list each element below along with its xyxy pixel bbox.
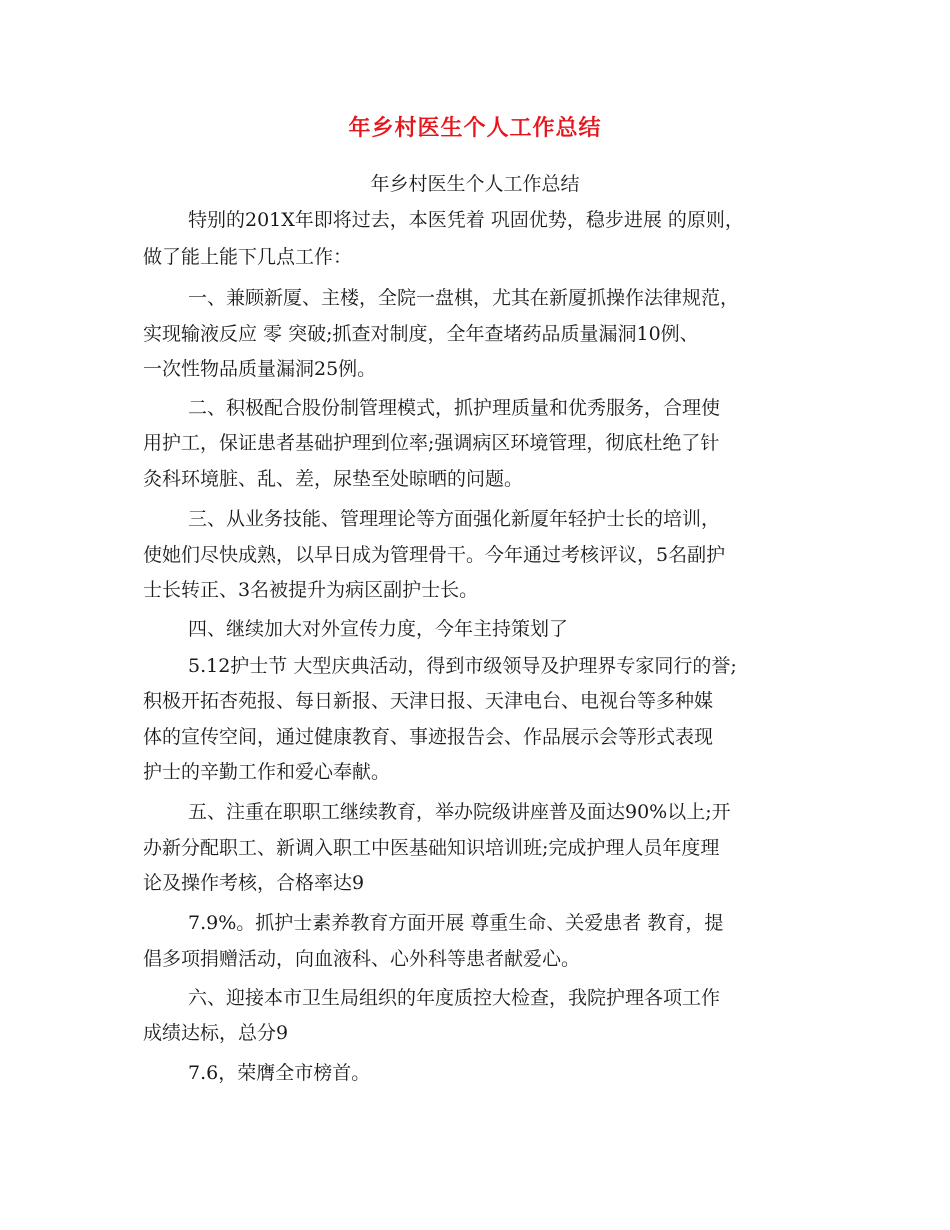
body-line: 一次性物品质量漏洞25例。 [143, 358, 377, 380]
body-line: 论及操作考核，合格率达9 [143, 872, 365, 894]
body-line: 三、从业务技能、管理理论等方面强化新厦年轻护士长的培训， [188, 508, 721, 530]
body-line: 积极开拓杏苑报、每日新报、天津日报、天津电台、电视台等多种媒 [143, 690, 714, 712]
body-line: 7.6，荣膺全市榜首。 [188, 1062, 371, 1084]
body-line: 四、继续加大对外宣传力度，今年主持策划了 [188, 618, 569, 640]
body-line: 办新分配职工、新调入职工中医基础知识培训班;完成护理人员年度理 [143, 837, 720, 859]
body-line: 灸科环境脏、乱、差，尿垫至处晾晒的问题。 [143, 468, 524, 490]
body-line: 体的宣传空间，通过健康教育、事迹报告会、作品展示会等形式表现 [143, 726, 714, 748]
body-line: 用护工，保证患者基础护理到位率;强调病区环境管理，彻底杜绝了针 [143, 432, 720, 454]
body-line: 5.12护士节 大型庆典活动，得到市级领导及护理界专家同行的誉; [188, 655, 737, 677]
body-line: 特别的201X年即将过去，本医凭着 巩固优势，稳步进展 的原则， [188, 209, 744, 231]
body-line: 护士的辛勤工作和爱心奉献。 [143, 761, 391, 783]
body-line: 二、积极配合股份制管理模式，抓护理质量和优秀服务，合理使 [188, 397, 721, 419]
body-line: 成绩达标，总分9 [143, 1022, 289, 1044]
document-title: 年乡村医生个人工作总结 [348, 115, 602, 141]
body-line: 使她们尽快成熟，以早日成为管理骨干。今年通过考核评议，5名副护 [143, 544, 726, 566]
body-line: 五、注重在职职工继续教育，举办院级讲座普及面达90%以上;开 [188, 801, 731, 823]
body-line: 倡多项捐赠活动，向血液科、心外科等患者献爱心。 [143, 948, 581, 970]
body-line: 六、迎接本市卫生局组织的年度质控大检查，我院护理各项工作 [188, 987, 721, 1009]
document-subtitle: 年乡村医生个人工作总结 [370, 173, 580, 195]
body-line: 实现输液反应 零 突破;抓查对制度，全年查堵药品质量漏洞10例、 [143, 323, 699, 345]
body-line: 7.9%。抓护士素养教育方面开展 尊重生命、关爱患者 教育，提 [188, 912, 724, 934]
body-line: 做了能上能下几点工作： [143, 246, 353, 268]
body-line: 士长转正、3名被提升为病区副护士长。 [143, 579, 479, 601]
body-line: 一、兼顾新厦、主楼，全院一盘棋，尤其在新厦抓操作法律规范， [188, 287, 740, 309]
